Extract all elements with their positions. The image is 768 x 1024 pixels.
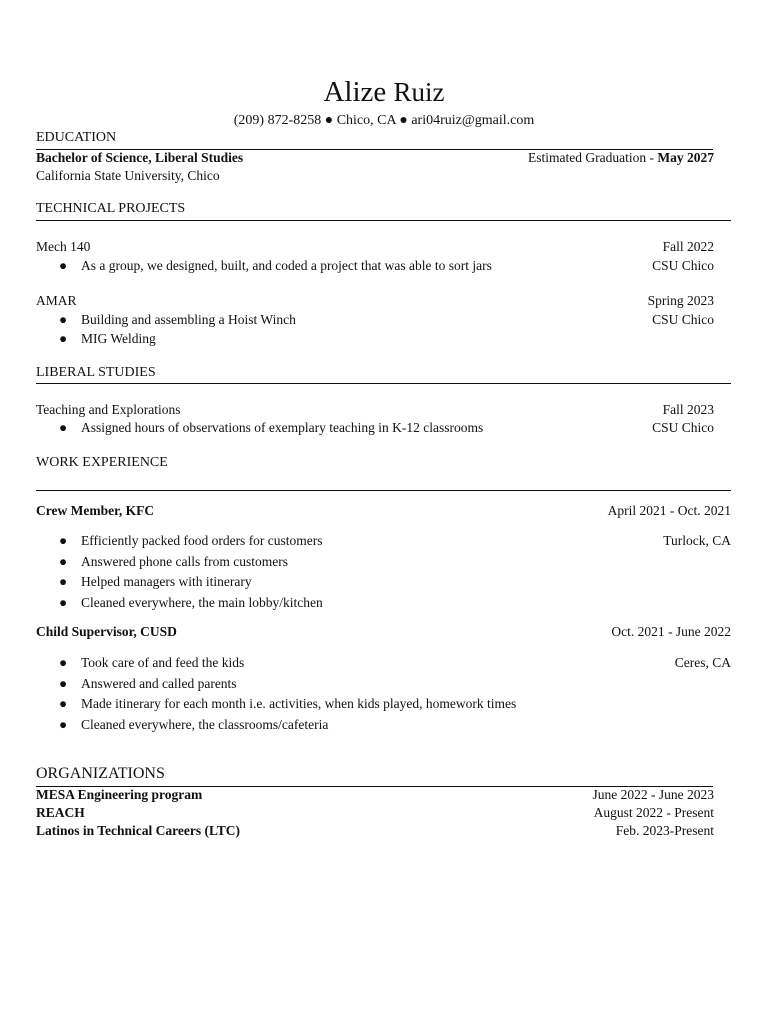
first-name: Alize — [323, 76, 387, 108]
bullet-icon: ● — [59, 312, 68, 327]
project-place: CSU Chico — [652, 258, 714, 273]
graduation-label: Estimated Graduation - — [528, 150, 658, 165]
project-term: Fall 2022 — [662, 239, 714, 254]
organization-name: REACH — [36, 805, 85, 820]
bullet-icon: ● — [59, 595, 68, 610]
list-item: ● MIG Welding — [59, 331, 156, 346]
contact-line — [0, 112, 768, 130]
work-experience-divider — [36, 490, 731, 491]
organization-name: Latinos in Technical Careers (LTC) — [36, 823, 241, 838]
technical-projects-heading: TECHNICAL PROJECTS — [36, 201, 186, 216]
phone: (209) 872-8258 — [233, 113, 322, 128]
job-title: Crew Member, KFC — [36, 503, 155, 518]
list-item: ● Efficiently packed food orders for customers — [59, 533, 323, 548]
graduation-date: May 2027 — [657, 150, 714, 165]
bullet-icon: ● — [59, 420, 68, 435]
organizations-heading: ORGANIZATIONS — [36, 765, 165, 782]
list-item: ● Took care of and feed the kids — [59, 655, 245, 670]
list-item: ● Answered phone calls from customers — [59, 554, 288, 569]
resume-name — [0, 74, 768, 110]
school: California State University, Chico — [36, 168, 220, 183]
list-item: ● Cleaned everywhere, the main lobby/kitchen — [59, 595, 323, 610]
list-item: ● Made itinerary for each month i.e. activities, when kids played, homework times — [59, 696, 517, 711]
project-term: Spring 2023 — [647, 293, 714, 308]
course-place: CSU Chico — [652, 420, 714, 435]
project-place: CSU Chico — [652, 312, 714, 327]
job-title: Child Supervisor, CUSD — [36, 624, 177, 639]
work-experience-heading: WORK EXPERIENCE — [36, 455, 168, 470]
bullet-icon: ● — [59, 574, 68, 589]
organization-dates: Feb. 2023-Present — [615, 823, 714, 838]
bullet-separator-icon: ● — [399, 113, 408, 128]
job-dates: Oct. 2021 - June 2022 — [611, 624, 731, 639]
job-place: Turlock, CA — [663, 533, 731, 548]
bullet-icon: ● — [59, 717, 68, 732]
list-item: ● Cleaned everywhere, the classrooms/cafeteria — [59, 717, 329, 732]
list-item: ● Building and assembling a Hoist Winch — [59, 312, 296, 327]
bullet-icon: ● — [59, 533, 68, 548]
email[interactable]: ari04ruiz@gmail.com — [411, 113, 535, 128]
list-item: ● As a group, we designed, built, and coded a project that was able to sort jars — [59, 258, 492, 273]
bullet-icon: ● — [59, 655, 68, 670]
job-place: Ceres, CA — [674, 655, 731, 670]
job-dates: April 2021 - Oct. 2021 — [607, 503, 731, 518]
location: Chico, CA — [336, 113, 396, 128]
bullet-separator-icon: ● — [324, 113, 334, 128]
liberal-studies-divider — [36, 383, 731, 384]
list-item: ● Helped managers with itinerary — [59, 574, 252, 589]
bullet-icon: ● — [59, 696, 68, 711]
project-title: AMAR — [36, 293, 77, 308]
project-title: Mech 140 — [36, 239, 91, 254]
list-item: ● Assigned hours of observations of exemplary teaching in K-12 classrooms — [59, 420, 484, 435]
organization-dates: June 2022 - June 2023 — [592, 787, 714, 802]
last-name: Ruiz — [393, 77, 445, 107]
list-item: ● Answered and called parents — [59, 676, 237, 691]
bullet-icon: ● — [59, 331, 68, 346]
course-term: Fall 2023 — [662, 402, 714, 417]
degree: Bachelor of Science, Liberal Studies — [36, 150, 244, 165]
technical-projects-divider — [36, 220, 731, 221]
organization-dates: August 2022 - Present — [593, 805, 714, 820]
bullet-icon: ● — [59, 258, 68, 273]
bullet-icon: ● — [59, 676, 68, 691]
organization-name: MESA Engineering program — [36, 787, 203, 802]
liberal-studies-heading: LIBERAL STUDIES — [36, 365, 156, 380]
course-title: Teaching and Explorations — [36, 402, 181, 417]
graduation — [528, 149, 714, 167]
bullet-icon: ● — [59, 554, 68, 569]
education-heading: EDUCATION — [36, 130, 117, 145]
